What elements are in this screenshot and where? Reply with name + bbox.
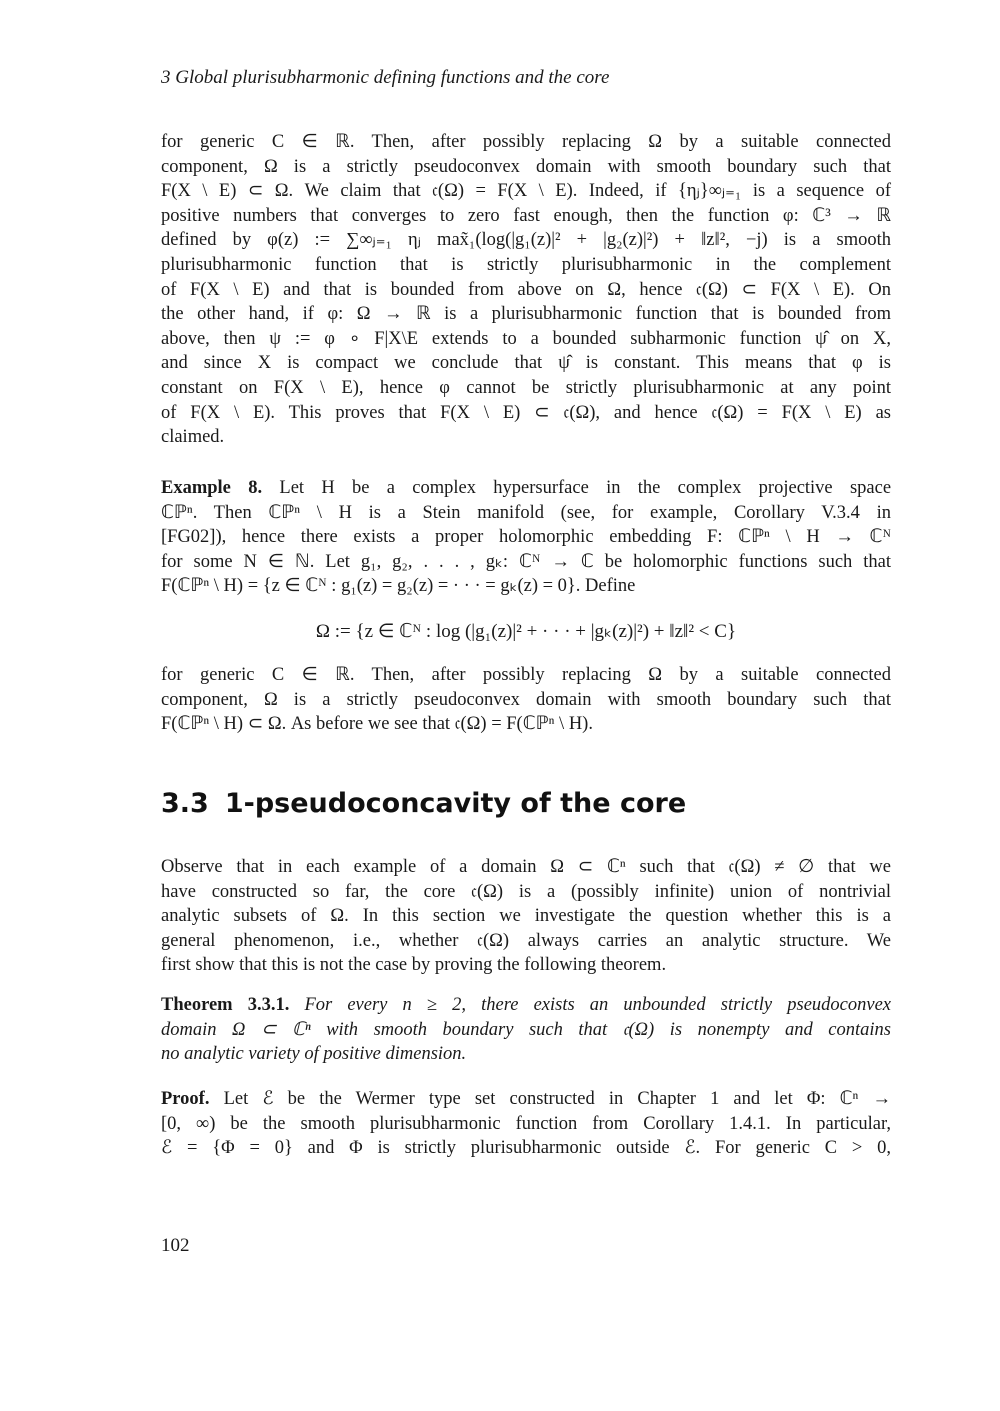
text-line: [0, ∞) be the smooth plurisubharmonic function from Corollary 1.4.1. In particular, <box>161 1113 891 1134</box>
text-line: ℰ = {Φ = 0} and Φ is strictly plurisubharmonic outside ℰ. For generic C > 0, <box>161 1138 891 1159</box>
text-line: defined by φ(z) := ∑∞ⱼ₌₁ ηⱼ max̃₁(log(|g₁(z)|² + |g₂(z)|²) + ‖z‖², −j) is a smooth <box>161 230 891 251</box>
text-line: F(ℂℙⁿ \ H) ⊂ Ω. As before we see that 𝔠(Ω) = F(ℂℙⁿ \ H). <box>161 714 593 735</box>
text-line: F(X \ E) ⊂ Ω. We claim that 𝔠(Ω) = F(X \ E). Indeed, if {ηⱼ}∞ⱼ₌₁ is a sequence of <box>161 181 891 202</box>
text-line: no analytic variety of positive dimension. <box>161 1044 467 1065</box>
text-line: Observe that in each example of a domain Ω ⊂ ℂⁿ such that 𝔠(Ω) ≠ ∅ that we <box>161 857 891 877</box>
section-title: 1-pseudoconcavity of the core <box>224 788 687 819</box>
proof-label: Proof. <box>161 1089 210 1109</box>
text-line: of F(X \ E) and that is bounded from above on Ω, hence 𝔠(Ω) ⊂ F(X \ E). On <box>161 279 891 300</box>
text-line: the other hand, if φ: Ω → ℝ is a plurisubharmonic function that is bounded from <box>161 304 891 325</box>
text-line: of F(X \ E). This proves that F(X \ E) ⊂ 𝔠(Ω), and hence 𝔠(Ω) = F(X \ E) as <box>161 402 891 423</box>
text-line: plurisubharmonic function that is strictly plurisubharmonic in the complement <box>161 254 891 275</box>
section-number: 3.3 <box>161 788 209 819</box>
section-heading <box>161 786 686 822</box>
text-line: positive numbers that converges to zero fast enough, then the function φ: ℂ³ → ℝ <box>161 205 891 226</box>
text-line: F(ℂℙⁿ \ H) = {z ∈ ℂᴺ : g₁(z) = g₂(z) = · · · = gₖ(z) = 0}. Define <box>161 576 636 597</box>
theorem-3-3-1 <box>161 993 891 1067</box>
text-line: domain Ω ⊂ ℂⁿ with smooth boundary such that 𝔠(Ω) is nonempty and contains <box>161 1019 891 1040</box>
proof <box>161 1087 891 1161</box>
text-line: and since X is compact we conclude that ψ̂ is constant. This means that φ is <box>161 353 891 374</box>
example-label: Example 8. <box>161 478 263 498</box>
running-head: 3 Global plurisubharmonic defining functions and the core <box>161 67 610 88</box>
text-line: constant on F(X \ E), hence φ cannot be strictly plurisubharmonic at any point <box>161 377 891 398</box>
text-line: for some N ∈ ℕ. Let g₁, g₂, . . . , gₖ: ℂᴺ → ℂ be holomorphic functions such that <box>161 551 891 572</box>
text-line: first show that this is not the case by proving the following theorem. <box>161 955 667 976</box>
example-text: Let H be a complex hypersurface in the complex projective space <box>279 478 892 498</box>
text-line: above, then ψ := φ ∘ F|X\E extends to a bounded subharmonic function ψ̂ on X, <box>161 328 891 349</box>
text-line: component, Ω is a strictly pseudoconvex domain with smooth boundary such that <box>161 156 891 177</box>
text-line: component, Ω is a strictly pseudoconvex domain with smooth boundary such that <box>161 689 891 710</box>
proof-text: Let ℰ be the Wermer type set constructed in Chapter 1 and let Φ: ℂⁿ → <box>223 1089 892 1109</box>
page-number: 102 <box>161 1235 190 1256</box>
text-line: for generic C ∈ ℝ. Then, after possibly replacing Ω by a suitable connected <box>161 665 891 685</box>
text-line: claimed. <box>161 427 225 448</box>
paragraph-continuation <box>161 130 891 450</box>
example-8 <box>161 476 891 599</box>
text-line: ℂℙⁿ. Then ℂℙⁿ \ H is a Stein manifold (see, for example, Corollary V.3.4 in <box>161 502 891 523</box>
text-line: have constructed so far, the core 𝔠(Ω) is a (possibly infinite) union of nontrivial <box>161 881 891 902</box>
theorem-text: For every n ≥ 2, there exists an unbounded strictly pseudoconvex <box>304 995 891 1015</box>
text-line <box>161 993 891 1018</box>
theorem-label: Theorem 3.3.1. <box>161 995 290 1015</box>
display-equation: Ω := {z ∈ ℂᴺ : log (|g₁(z)|² + · · · + |gₖ(z)|²) + ‖z‖² < C} <box>315 621 737 642</box>
text-line: for generic C ∈ ℝ. Then, after possibly replacing Ω by a suitable connected <box>161 132 891 152</box>
text-line <box>161 1087 891 1112</box>
text-line: [FG02]), hence there exists a proper holomorphic embedding F: ℂℙⁿ \ H → ℂᴺ <box>161 527 891 548</box>
example-8-continuation <box>161 663 891 737</box>
text-line: analytic subsets of Ω. In this section we investigate the question whether this is a <box>161 906 891 927</box>
text-line <box>161 476 891 501</box>
text-line: general phenomenon, i.e., whether 𝔠(Ω) always carries an analytic structure. We <box>161 930 891 951</box>
section-intro-paragraph <box>161 855 891 978</box>
